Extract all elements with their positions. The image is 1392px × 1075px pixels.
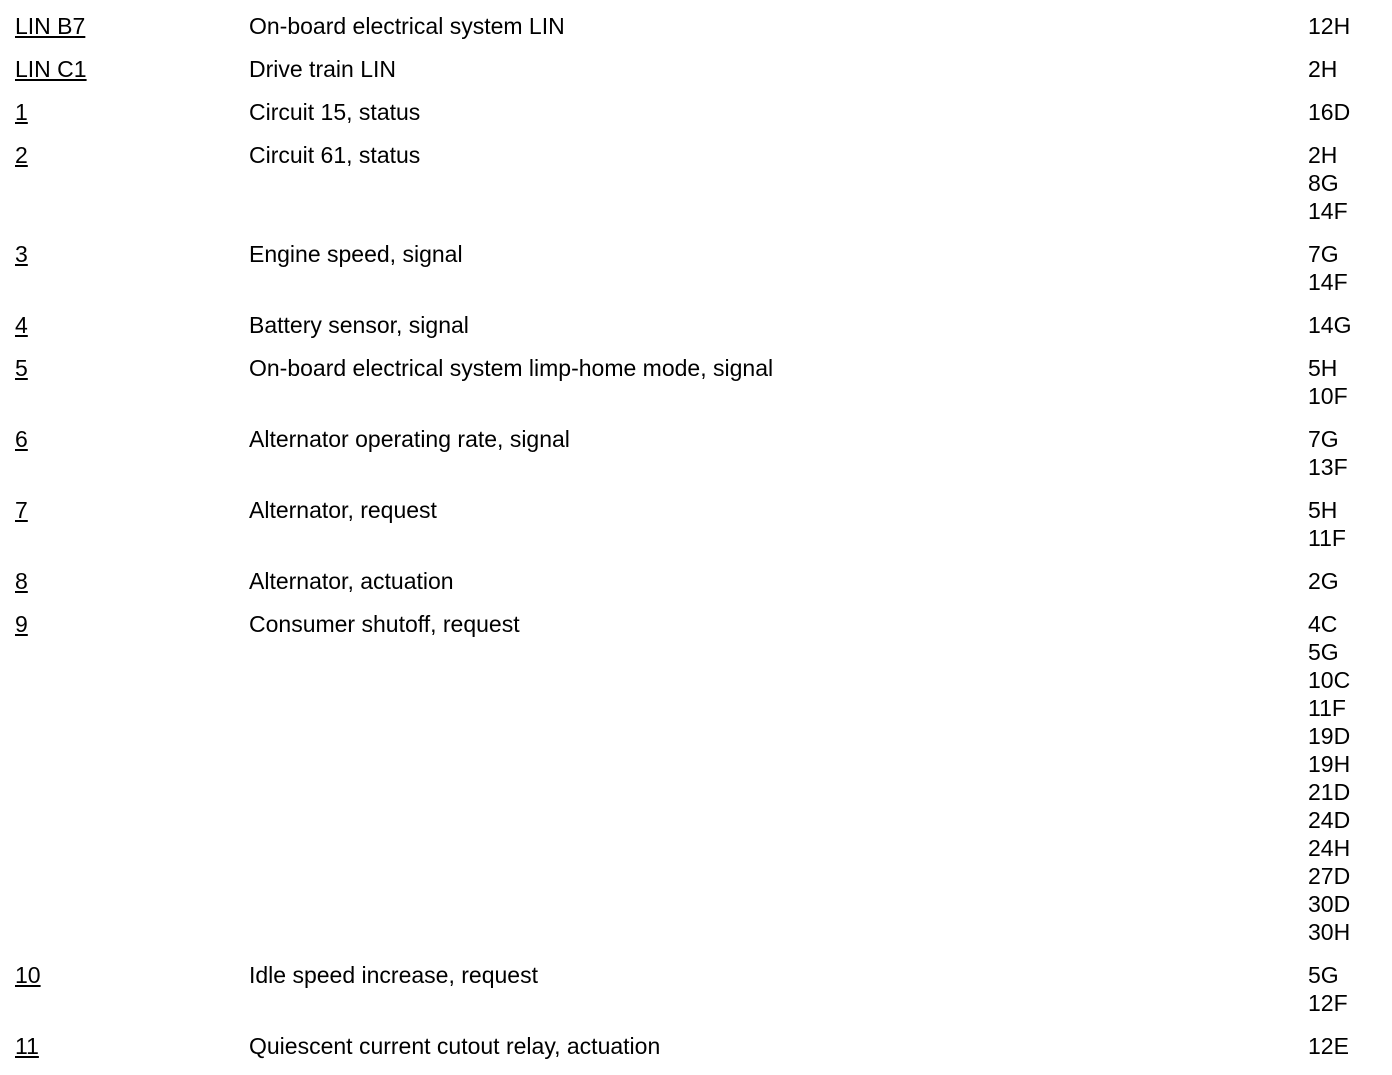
row-description: On-board electrical system limp-home mode, signal <box>249 355 774 381</box>
row-code-link[interactable]: 6 <box>15 426 28 452</box>
grid-reference: 5G <box>1308 962 1339 988</box>
row-grid-references <box>1308 55 1337 83</box>
table-row <box>0 567 1392 610</box>
table-row <box>0 354 1392 425</box>
row-grid-references <box>1308 425 1348 481</box>
row-code-link[interactable]: 7 <box>15 497 28 523</box>
grid-reference: 12E <box>1308 1033 1349 1059</box>
row-grid-references <box>1308 141 1348 225</box>
grid-reference: 11F <box>1308 695 1346 721</box>
row-grid-references <box>1308 1032 1349 1060</box>
row-code-link[interactable]: LIN B7 <box>15 13 86 39</box>
table-row <box>0 425 1392 496</box>
grid-reference: 5H <box>1308 497 1338 523</box>
grid-reference: 11F <box>1308 525 1346 551</box>
table-row <box>0 1032 1392 1075</box>
row-code-link[interactable]: 11 <box>15 1033 39 1059</box>
row-grid-references <box>1308 496 1346 552</box>
legend-table <box>0 12 1392 1075</box>
row-code-link[interactable]: 5 <box>15 355 28 381</box>
row-grid-references <box>1308 311 1351 339</box>
grid-reference: 14G <box>1308 312 1352 338</box>
row-code-link[interactable]: LIN C1 <box>15 56 87 82</box>
grid-reference: 4C <box>1308 611 1338 637</box>
row-description: Battery sensor, signal <box>249 312 469 338</box>
table-row <box>0 496 1392 567</box>
row-description: Circuit 15, status <box>249 99 421 125</box>
grid-reference: 21D <box>1308 779 1351 805</box>
grid-reference: 30D <box>1308 891 1351 917</box>
grid-reference: 19D <box>1308 723 1351 749</box>
row-code-link[interactable]: 8 <box>15 568 28 594</box>
table-row <box>0 55 1392 98</box>
row-grid-references <box>1308 610 1350 946</box>
grid-reference: 2H <box>1308 56 1338 82</box>
grid-reference: 7G <box>1308 241 1339 267</box>
grid-reference: 2G <box>1308 568 1339 594</box>
grid-reference: 14F <box>1308 198 1348 224</box>
row-description: Engine speed, signal <box>249 241 463 267</box>
grid-reference: 13F <box>1308 454 1348 480</box>
table-row <box>0 12 1392 55</box>
row-description: On-board electrical system LIN <box>249 13 565 39</box>
row-description: Alternator, actuation <box>249 568 454 594</box>
table-row <box>0 961 1392 1032</box>
grid-reference: 19H <box>1308 751 1351 777</box>
grid-reference: 14F <box>1308 269 1348 295</box>
grid-reference: 7G <box>1308 426 1339 452</box>
grid-reference: 24H <box>1308 835 1351 861</box>
row-grid-references <box>1308 12 1350 40</box>
row-code-link[interactable]: 10 <box>15 962 41 988</box>
row-code-link[interactable]: 3 <box>15 241 28 267</box>
table-row <box>0 240 1392 311</box>
row-code-link[interactable]: 1 <box>15 99 28 125</box>
grid-reference: 8G <box>1308 170 1339 196</box>
table-row <box>0 311 1392 354</box>
row-description: Drive train LIN <box>249 56 396 82</box>
row-code-link[interactable]: 2 <box>15 142 28 168</box>
grid-reference: 16D <box>1308 99 1351 125</box>
row-grid-references <box>1308 98 1350 126</box>
grid-reference: 12F <box>1308 990 1348 1016</box>
grid-reference: 10F <box>1308 383 1348 409</box>
row-description: Circuit 61, status <box>249 142 421 168</box>
grid-reference: 27D <box>1308 863 1351 889</box>
table-row <box>0 141 1392 240</box>
grid-reference: 10C <box>1308 667 1351 693</box>
grid-reference: 30H <box>1308 919 1351 945</box>
row-description: Consumer shutoff, request <box>249 611 520 637</box>
row-grid-references <box>1308 961 1348 1017</box>
row-description: Idle speed increase, request <box>249 962 538 988</box>
grid-reference: 5G <box>1308 639 1339 665</box>
row-description: Alternator, request <box>249 497 437 523</box>
row-grid-references <box>1308 354 1348 410</box>
row-description: Alternator operating rate, signal <box>249 426 570 452</box>
grid-reference: 24D <box>1308 807 1351 833</box>
row-code-link[interactable]: 4 <box>15 312 28 338</box>
grid-reference: 12H <box>1308 13 1351 39</box>
row-grid-references <box>1308 567 1339 595</box>
row-code-link[interactable]: 9 <box>15 611 28 637</box>
table-row <box>0 610 1392 961</box>
grid-reference: 2H <box>1308 142 1338 168</box>
row-grid-references <box>1308 240 1348 296</box>
table-row <box>0 98 1392 141</box>
row-description: Quiescent current cutout relay, actuation <box>249 1033 661 1059</box>
grid-reference: 5H <box>1308 355 1338 381</box>
